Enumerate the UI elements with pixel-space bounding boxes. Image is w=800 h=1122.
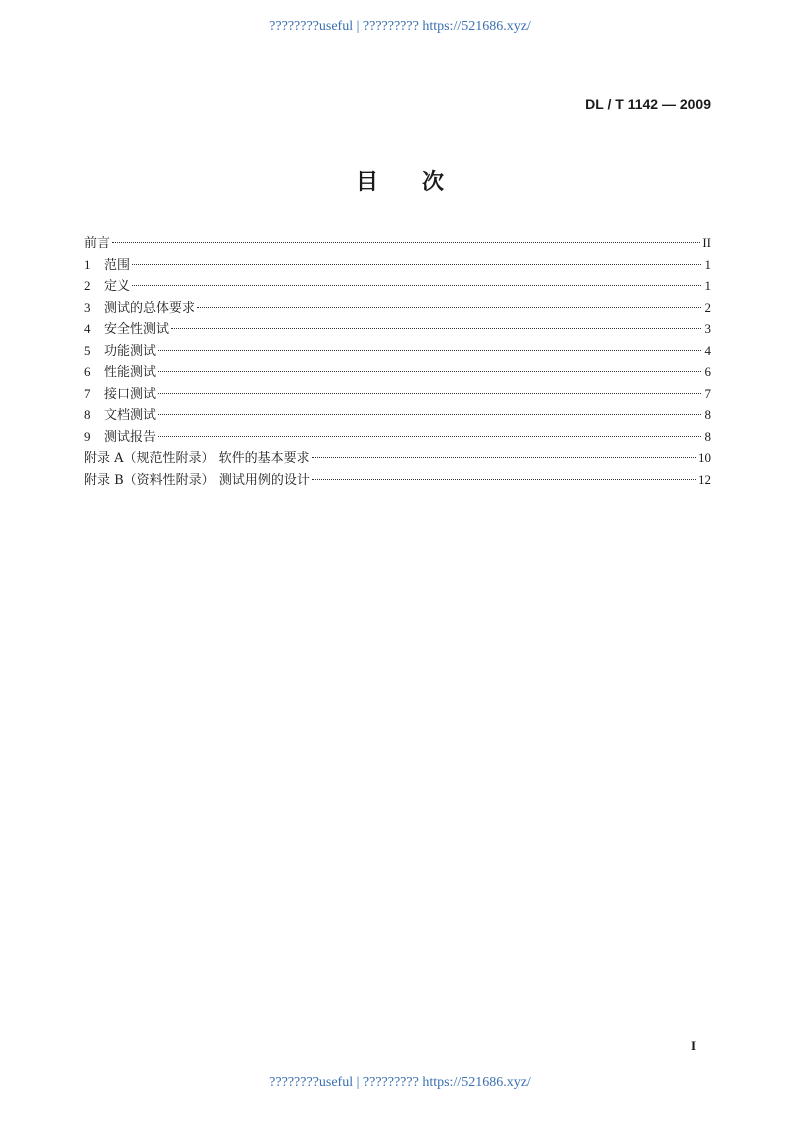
toc-entry-label: 功能测试 bbox=[104, 343, 157, 359]
dot-leader bbox=[158, 393, 701, 394]
page-title: 目次 bbox=[355, 170, 488, 195]
bottom-watermark-banner: ????????useful | ????????? https://521686.xyz/ bbox=[269, 1075, 531, 1090]
toc-entry[interactable] bbox=[84, 469, 711, 491]
toc-entry-label: 前言 bbox=[84, 236, 111, 251]
toc-entry-page: 4 bbox=[704, 342, 711, 358]
dot-leader bbox=[197, 307, 701, 308]
dot-leader bbox=[158, 350, 701, 351]
dot-leader bbox=[158, 414, 701, 415]
toc-entry-label: 范围 bbox=[104, 257, 131, 273]
top-watermark-banner: ????????useful | ????????? https://521686.xyz/ bbox=[269, 19, 531, 34]
toc-entry-label: 附录 B（资料性附录） 测试用例的设计 bbox=[84, 472, 310, 488]
toc-entry[interactable] bbox=[84, 297, 711, 319]
toc-entry[interactable] bbox=[84, 318, 711, 340]
toc-entry-label: 附录 A（规范性附录） 软件的基本要求 bbox=[84, 451, 310, 466]
toc-entry-number: 8 bbox=[84, 407, 91, 422]
standard-code: DL / T 1142 — 2009 bbox=[585, 96, 711, 112]
toc-entry[interactable] bbox=[84, 275, 711, 297]
toc-entry-label: 测试的总体要求 bbox=[104, 300, 196, 316]
page-number: I bbox=[691, 1038, 697, 1053]
toc-entry-label: 安全性测试 bbox=[104, 322, 170, 337]
toc-entry-label: 定义 bbox=[104, 279, 131, 294]
dot-leader bbox=[132, 285, 701, 286]
toc-entry-number: 6 bbox=[84, 364, 91, 379]
toc-entry-label: 文档测试 bbox=[104, 408, 157, 423]
toc-entry[interactable] bbox=[84, 447, 711, 469]
dot-leader bbox=[312, 479, 696, 480]
dot-leader bbox=[132, 264, 701, 265]
toc-entry-page: 1 bbox=[704, 256, 711, 272]
table-of-contents bbox=[84, 232, 711, 490]
toc-entry[interactable] bbox=[84, 232, 711, 254]
toc-entry-page: 1 bbox=[704, 278, 711, 293]
toc-entry-number: 7 bbox=[84, 385, 91, 401]
dot-leader bbox=[158, 436, 701, 437]
toc-entry[interactable] bbox=[84, 254, 711, 276]
dot-leader bbox=[312, 457, 696, 458]
toc-entry-number: 1 bbox=[84, 256, 91, 272]
toc-entry-page: 10 bbox=[698, 450, 711, 465]
toc-entry[interactable] bbox=[84, 404, 711, 426]
toc-entry-page: 3 bbox=[704, 321, 711, 336]
toc-entry-page: 2 bbox=[704, 299, 711, 315]
toc-entry-page: II bbox=[702, 235, 711, 250]
toc-entry-page: 6 bbox=[704, 364, 711, 379]
toc-entry-number: 9 bbox=[84, 428, 91, 444]
toc-entry-page: 8 bbox=[704, 407, 711, 422]
toc-entry[interactable] bbox=[84, 361, 711, 383]
toc-entry-number: 3 bbox=[84, 299, 91, 315]
toc-entry[interactable] bbox=[84, 426, 711, 448]
toc-entry-number: 5 bbox=[84, 342, 91, 358]
dot-leader bbox=[112, 242, 700, 243]
toc-entry-page: 8 bbox=[704, 428, 711, 444]
toc-entry-page: 7 bbox=[704, 385, 711, 401]
toc-entry-number: 2 bbox=[84, 278, 91, 293]
toc-entry-number: 4 bbox=[84, 321, 91, 336]
toc-entry-label: 性能测试 bbox=[104, 365, 157, 380]
dot-leader bbox=[171, 328, 701, 329]
toc-entry[interactable] bbox=[84, 340, 711, 362]
toc-entry-page: 12 bbox=[698, 471, 711, 487]
toc-entry[interactable] bbox=[84, 383, 711, 405]
toc-entry-label: 接口测试 bbox=[104, 386, 157, 402]
dot-leader bbox=[158, 371, 701, 372]
toc-entry-label: 测试报告 bbox=[104, 429, 157, 445]
